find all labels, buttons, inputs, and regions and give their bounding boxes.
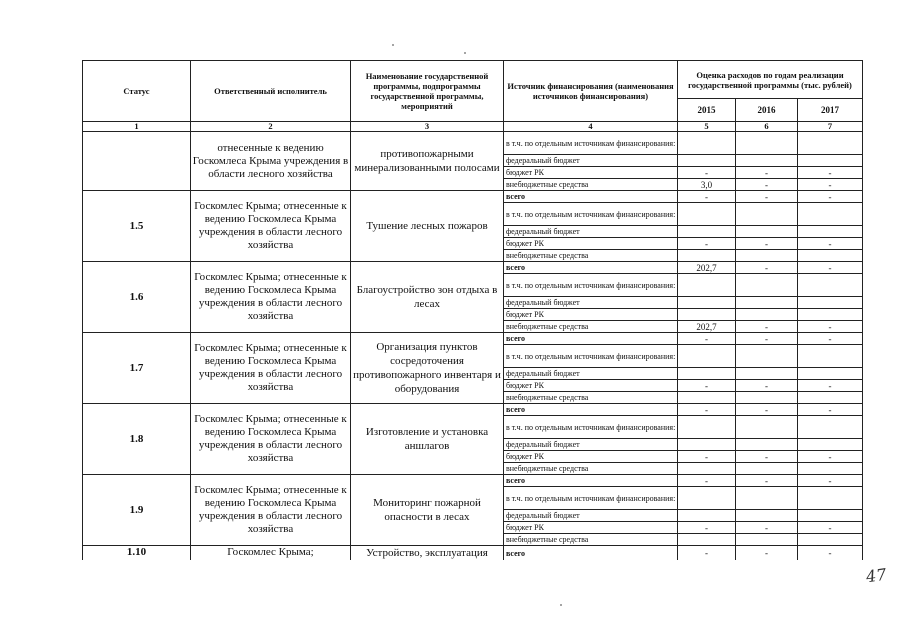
column-number: 1 (83, 122, 191, 132)
cell-amount-2016 (736, 368, 798, 380)
cell-amount-2017: - (798, 475, 863, 487)
header-executor: Ответственный исполнитель (191, 61, 351, 122)
cell-amount-2017: - (798, 262, 863, 274)
cell-amount-2016: - (736, 475, 798, 487)
cell-amount-2016: - (736, 179, 798, 191)
cell-funding-source: внебюджетные средства (504, 534, 678, 546)
cell-amount-2015: - (678, 451, 736, 463)
cell-amount-2016: - (736, 522, 798, 534)
column-number: 2 (191, 122, 351, 132)
cell-funding-source: федеральный бюджет (504, 368, 678, 380)
cell-amount-2017: - (798, 179, 863, 191)
header-year-2017: 2017 (798, 99, 863, 122)
cell-funding-source: внебюджетные средства (504, 321, 678, 333)
cell-measure-name: противопожарными минерализованными полосами (351, 132, 504, 191)
cell-funding-source: в т.ч. по отдельным источникам финансирования: (504, 132, 678, 155)
cell-executor: отнесенные к ведению Госкомлеса Крыма учреждения в области лесного хозяйства (191, 132, 351, 191)
cell-amount-2015: 3,0 (678, 179, 736, 191)
cell-amount-2015 (678, 487, 736, 510)
cell-amount-2016 (736, 392, 798, 404)
header-year-2016: 2016 (736, 99, 798, 122)
cell-amount-2016: - (736, 321, 798, 333)
column-number: 5 (678, 122, 736, 132)
cell-amount-2017 (798, 416, 863, 439)
cell-amount-2016 (736, 155, 798, 167)
cell-amount-2015: 202,7 (678, 262, 736, 274)
cell-status: 1.10 (83, 546, 191, 561)
cell-amount-2017 (798, 226, 863, 238)
cell-funding-source: всего (504, 404, 678, 416)
cell-funding-source: всего (504, 546, 678, 561)
cell-amount-2017: - (798, 167, 863, 179)
cell-amount-2017: - (798, 380, 863, 392)
cell-funding-source: бюджет РК (504, 380, 678, 392)
cell-funding-source: внебюджетные средства (504, 463, 678, 475)
cell-measure-name: Устройство, эксплуатация (351, 546, 504, 561)
cell-amount-2016 (736, 132, 798, 155)
cell-funding-source: в т.ч. по отдельным источникам финансирования: (504, 203, 678, 226)
cell-funding-source: бюджет РК (504, 167, 678, 179)
cell-amount-2016: - (736, 546, 798, 561)
cell-amount-2016 (736, 250, 798, 262)
cell-amount-2017 (798, 439, 863, 451)
cell-amount-2016 (736, 439, 798, 451)
cell-measure-name: Изготовление и установка аншлагов (351, 404, 504, 475)
cell-funding-source: всего (504, 262, 678, 274)
cell-amount-2017 (798, 510, 863, 522)
cell-funding-source: внебюджетные средства (504, 250, 678, 262)
cell-amount-2016 (736, 226, 798, 238)
table-row (83, 475, 863, 487)
table-row (83, 333, 863, 345)
cell-amount-2015 (678, 392, 736, 404)
header-program-name: Наименование государственной программы, подпрограммы государственной программы, мероприятий (351, 61, 504, 122)
column-numbers-row (83, 122, 863, 132)
cell-amount-2015: - (678, 380, 736, 392)
cell-amount-2015 (678, 132, 736, 155)
cell-amount-2016: - (736, 404, 798, 416)
cell-funding-source: бюджет РК (504, 309, 678, 321)
cell-funding-source: федеральный бюджет (504, 226, 678, 238)
cell-amount-2015 (678, 416, 736, 439)
cell-amount-2015 (678, 463, 736, 475)
cell-funding-source: всего (504, 475, 678, 487)
cell-amount-2016 (736, 309, 798, 321)
cell-amount-2015 (678, 226, 736, 238)
cell-amount-2015: - (678, 333, 736, 345)
cell-measure-name: Мониторинг пожарной опасности в лесах (351, 475, 504, 546)
cell-amount-2015 (678, 345, 736, 368)
cell-amount-2016: - (736, 191, 798, 203)
column-number: 7 (798, 122, 863, 132)
cell-funding-source: в т.ч. по отдельным источникам финансирования: (504, 274, 678, 297)
cell-amount-2015 (678, 534, 736, 546)
header-source: Источник финансирования (наименования источников финансирования) (504, 61, 678, 122)
cell-amount-2016: - (736, 380, 798, 392)
cell-executor: Госкомлес Крыма; отнесенные к ведению Госкомлеса Крыма учреждения в области лесного хозяйства (191, 262, 351, 333)
cell-executor: Госкомлес Крыма; (191, 546, 351, 561)
scan-speck (560, 604, 562, 606)
cell-amount-2016: - (736, 451, 798, 463)
cell-status: 1.5 (83, 191, 191, 262)
cell-status: 1.9 (83, 475, 191, 546)
handwritten-page-number: 47 (864, 564, 888, 587)
cell-executor: Госкомлес Крыма; отнесенные к ведению Госкомлеса Крыма учреждения в области лесного хозяйства (191, 333, 351, 404)
cell-amount-2017: - (798, 404, 863, 416)
cell-status: 1.7 (83, 333, 191, 404)
cell-amount-2016 (736, 534, 798, 546)
cell-amount-2016: - (736, 262, 798, 274)
cell-amount-2017: - (798, 333, 863, 345)
cell-amount-2017 (798, 250, 863, 262)
cell-amount-2015 (678, 203, 736, 226)
cell-amount-2016 (736, 416, 798, 439)
cell-amount-2017 (798, 155, 863, 167)
column-number: 6 (736, 122, 798, 132)
cell-amount-2017 (798, 345, 863, 368)
table-header (83, 61, 863, 132)
cell-amount-2016: - (736, 167, 798, 179)
cell-funding-source: бюджет РК (504, 451, 678, 463)
cell-amount-2015 (678, 155, 736, 167)
cell-amount-2016: - (736, 333, 798, 345)
cell-status: 1.6 (83, 262, 191, 333)
table-row (83, 404, 863, 416)
cell-amount-2015: - (678, 522, 736, 534)
header-year-2015: 2015 (678, 99, 736, 122)
cell-amount-2015 (678, 297, 736, 309)
cell-amount-2017: - (798, 191, 863, 203)
cell-amount-2017 (798, 132, 863, 155)
cell-amount-2015 (678, 510, 736, 522)
cell-status (83, 132, 191, 191)
cell-amount-2015: - (678, 475, 736, 487)
cell-status: 1.8 (83, 404, 191, 475)
scan-speck (392, 44, 394, 46)
cell-funding-source: бюджет РК (504, 238, 678, 250)
cell-amount-2016 (736, 297, 798, 309)
cell-funding-source: в т.ч. по отдельным источникам финансирования: (504, 345, 678, 368)
cell-amount-2017 (798, 534, 863, 546)
table-row (83, 262, 863, 274)
cell-amount-2017 (798, 274, 863, 297)
cell-executor: Госкомлес Крыма; отнесенные к ведению Госкомлеса Крыма учреждения в области лесного хозяйства (191, 191, 351, 262)
cell-funding-source: федеральный бюджет (504, 297, 678, 309)
cell-amount-2016 (736, 510, 798, 522)
cell-amount-2017 (798, 309, 863, 321)
cell-amount-2015 (678, 368, 736, 380)
column-number: 4 (504, 122, 678, 132)
header-estimate: Оценка расходов по годам реализации государственной программы (тыс. рублей) (678, 61, 863, 99)
cell-amount-2016 (736, 274, 798, 297)
cell-amount-2016: - (736, 238, 798, 250)
cell-amount-2017: - (798, 546, 863, 561)
financing-table (82, 60, 863, 560)
cell-executor: Госкомлес Крыма; отнесенные к ведению Госкомлеса Крыма учреждения в области лесного хозяйства (191, 475, 351, 546)
cell-amount-2016 (736, 487, 798, 510)
cell-amount-2017 (798, 368, 863, 380)
cell-amount-2016 (736, 345, 798, 368)
cell-amount-2015 (678, 309, 736, 321)
cell-amount-2015: - (678, 238, 736, 250)
cell-amount-2016 (736, 463, 798, 475)
cell-executor: Госкомлес Крыма; отнесенные к ведению Госкомлеса Крыма учреждения в области лесного хозяйства (191, 404, 351, 475)
cell-measure-name: Организация пунктов сосредоточения противопожарного инвентаря и оборудования (351, 333, 504, 404)
cell-amount-2015: - (678, 167, 736, 179)
cell-amount-2017 (798, 463, 863, 475)
cell-amount-2017: - (798, 238, 863, 250)
table-row (83, 546, 863, 561)
cell-funding-source: внебюджетные средства (504, 179, 678, 191)
cell-amount-2017 (798, 297, 863, 309)
cell-amount-2017 (798, 392, 863, 404)
cell-funding-source: в т.ч. по отдельным источникам финансирования: (504, 416, 678, 439)
cell-amount-2017 (798, 487, 863, 510)
cell-measure-name: Благоустройство зон отдыха в лесах (351, 262, 504, 333)
cell-amount-2017: - (798, 522, 863, 534)
cell-amount-2015: - (678, 191, 736, 203)
cell-amount-2017 (798, 203, 863, 226)
cell-funding-source: федеральный бюджет (504, 155, 678, 167)
cell-funding-source: в т.ч. по отдельным источникам финансирования: (504, 487, 678, 510)
cell-funding-source: всего (504, 333, 678, 345)
cell-funding-source: федеральный бюджет (504, 510, 678, 522)
cell-amount-2017: - (798, 321, 863, 333)
cell-amount-2015 (678, 250, 736, 262)
header-status: Статус (83, 61, 191, 122)
table-body (83, 132, 863, 561)
column-number: 3 (351, 122, 504, 132)
cell-funding-source: внебюджетные средства (504, 392, 678, 404)
cell-measure-name: Тушение лесных пожаров (351, 191, 504, 262)
cell-funding-source: федеральный бюджет (504, 439, 678, 451)
cell-amount-2017: - (798, 451, 863, 463)
scan-speck (464, 52, 466, 54)
cell-funding-source: всего (504, 191, 678, 203)
cell-amount-2015: 202,7 (678, 321, 736, 333)
cell-amount-2015 (678, 439, 736, 451)
cell-amount-2015 (678, 274, 736, 297)
cell-amount-2015: - (678, 404, 736, 416)
cell-amount-2016 (736, 203, 798, 226)
table-row (83, 191, 863, 203)
cell-funding-source: бюджет РК (504, 522, 678, 534)
table-row (83, 132, 863, 155)
cell-amount-2015: - (678, 546, 736, 561)
